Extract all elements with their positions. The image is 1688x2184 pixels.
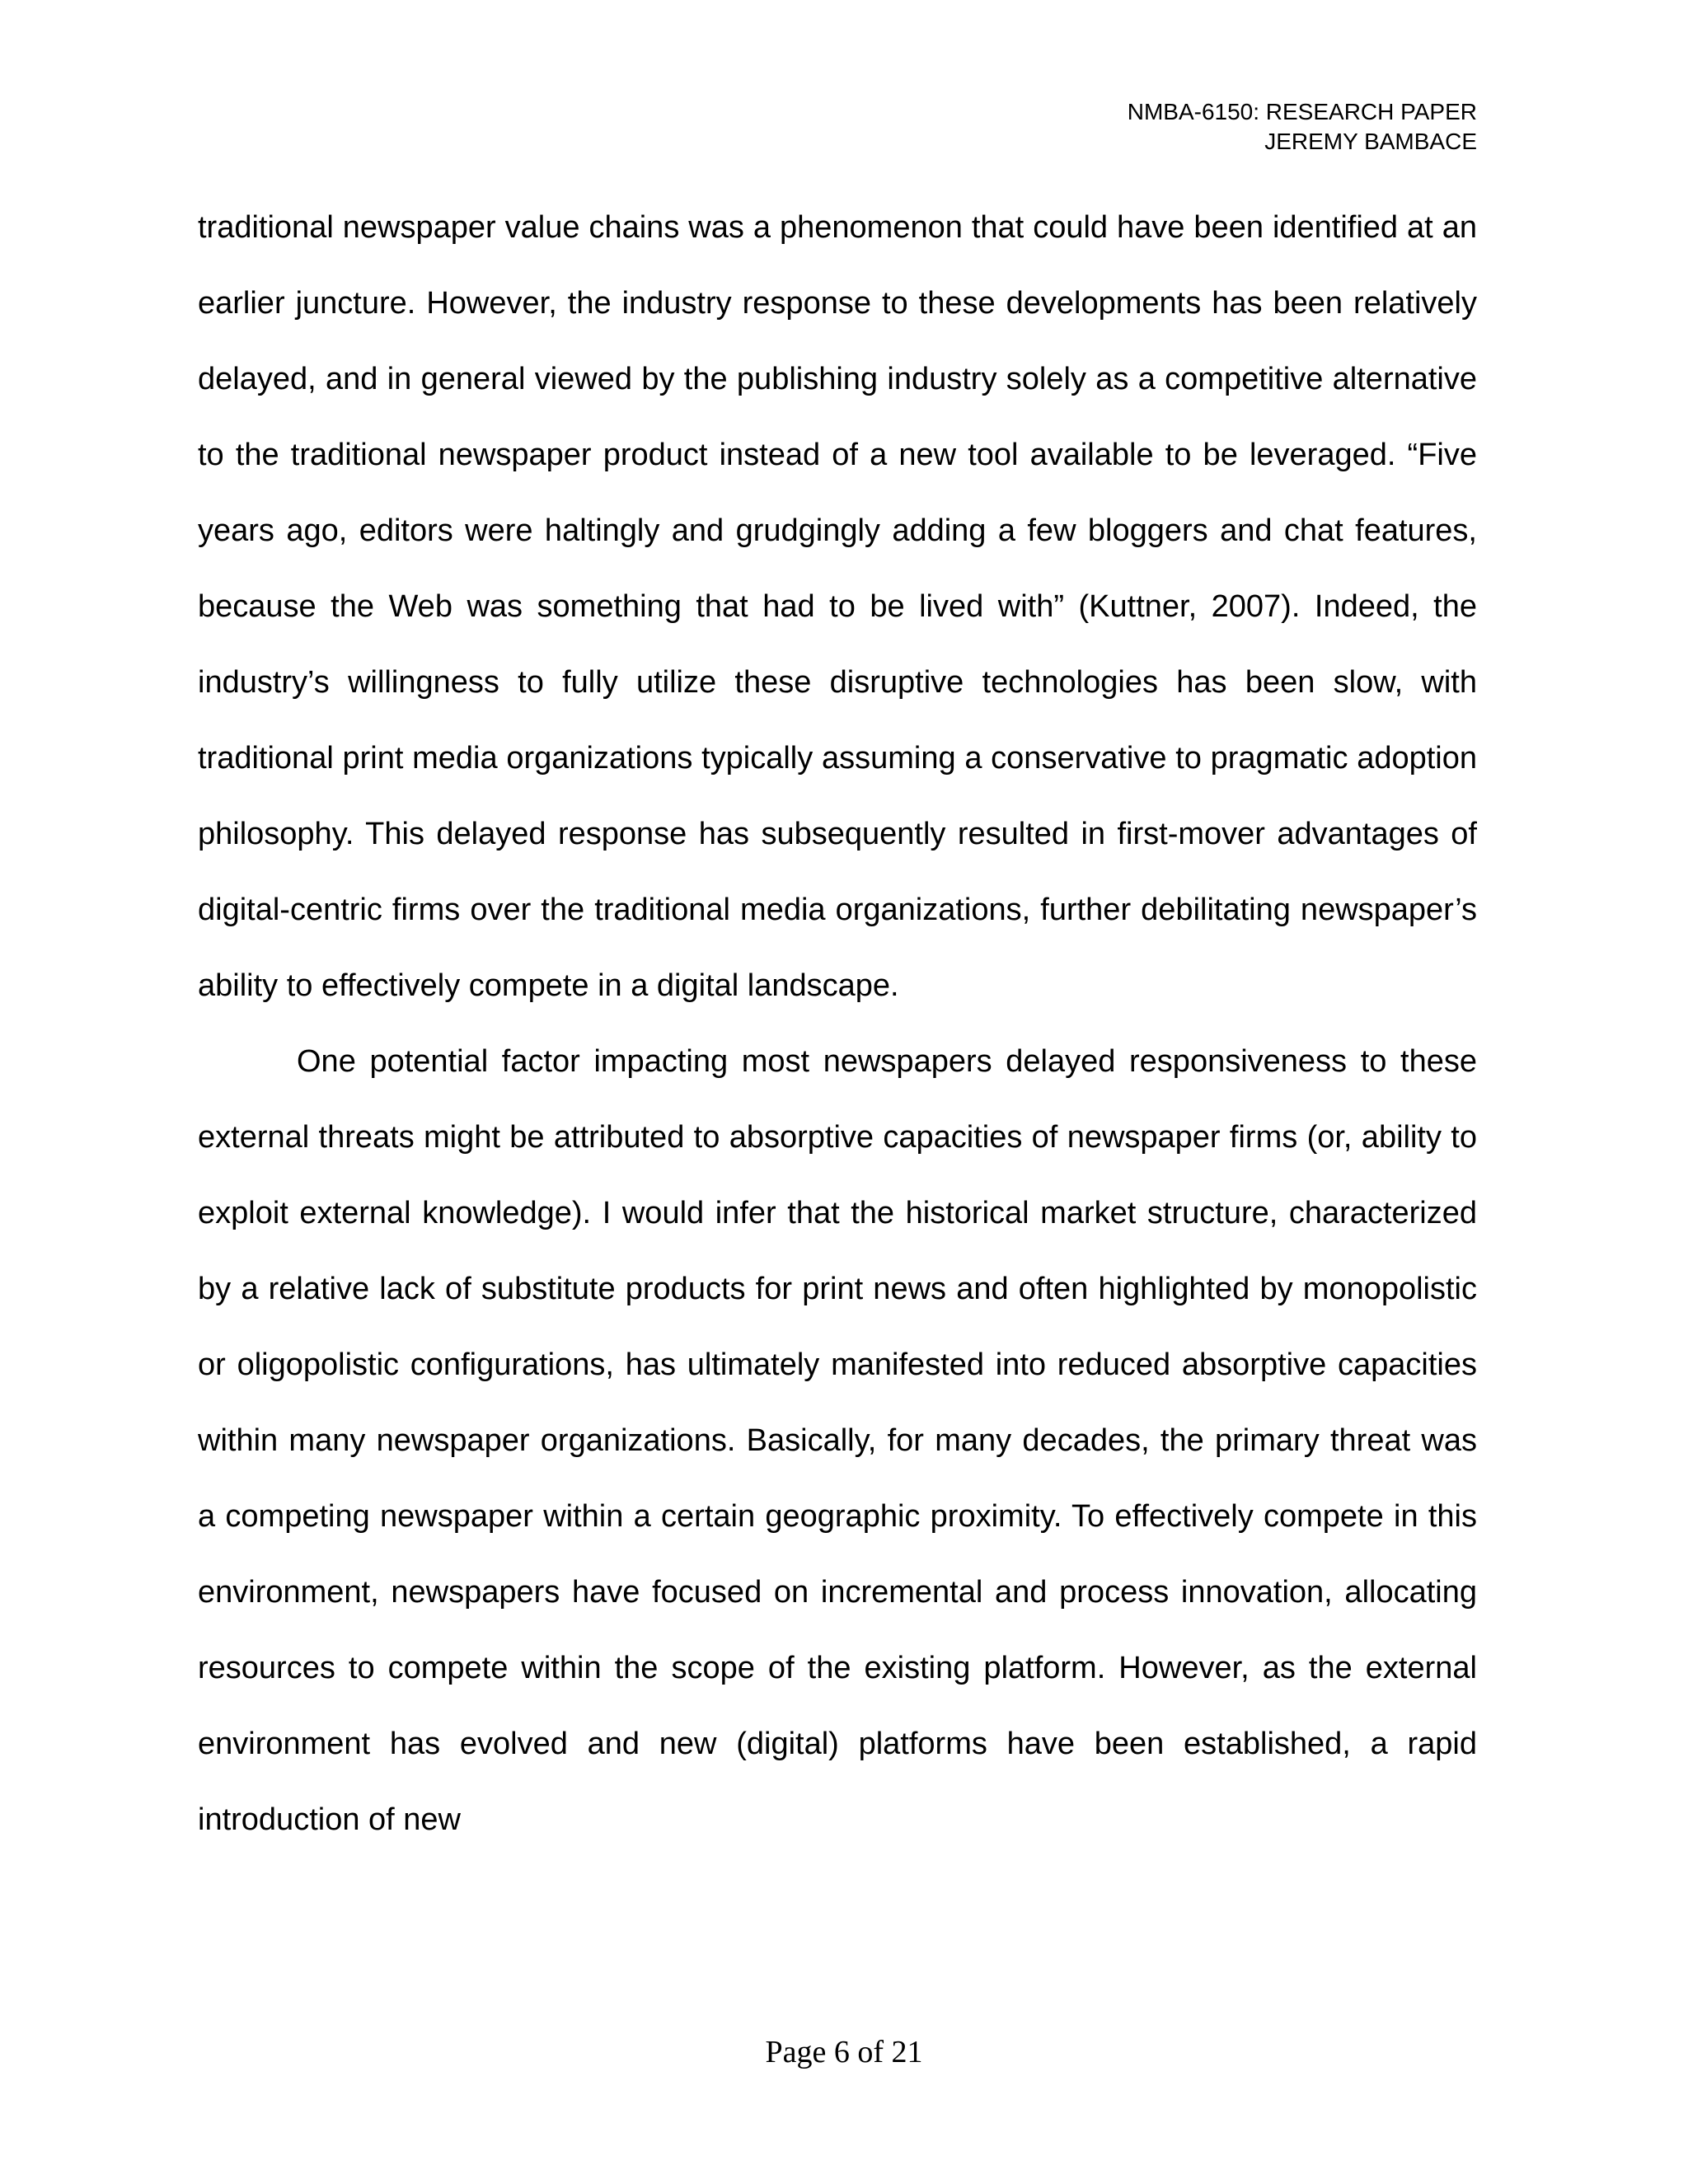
body-text — [198, 190, 1477, 1858]
page-number-footer: Page 6 of 21 — [765, 2035, 923, 2069]
paragraph-continued: traditional newspaper value chains was a phenomenon that could have been identified at an earlier juncture. However, the industry response to these developments has been relatively delayed, and in general viewed by the publishing industry solely as a competitive alternative to the traditional newspaper product instead of a new tool available to be leveraged. “Five years ago, editors were haltingly and grudgingly adding a few bloggers and chat features, because the Web was something that had to be lived with” (Kuttner, 2007). Indeed, the industry’s willingness to fully utilize these disruptive technologies has been slow, with traditional print media organizations typically assuming a conservative to pragmatic adoption philosophy. This delayed response has subsequently resulted in first-mover advantages of digital-centric firms over the traditional media organizations, further debilitating newspaper’s ability to effectively compete in a digital landscape. — [198, 210, 1477, 1003]
paragraph-absorptive-capacity: One potential factor impacting most newspapers delayed responsiveness to these external threats might be attributed to absorptive capacities of newspaper firms (or, ability to exploit external knowledge). I would infer that the historical market structure, characterized by a relative lack of substitute products for print news and often highlighted by monopolistic or oligopolistic configurations, has ultimately manifested into reduced absorptive capacities within many newspaper organizations. Basically, for many decades, the primary threat was a competing newspaper within a certain geographic proximity. To effectively compete in this environment, newspapers have focused on incremental and process innovation, allocating resources to compete within the scope of the existing platform. However, as the external environment has evolved and new (digital) platforms have been established, a rapid introduction of new — [198, 1044, 1477, 1837]
header-course-title: NMBA-6150: RESEARCH PAPER — [1127, 99, 1477, 124]
header-author-name: JEREMY BAMBACE — [1264, 129, 1477, 154]
running-header — [1128, 97, 1477, 157]
